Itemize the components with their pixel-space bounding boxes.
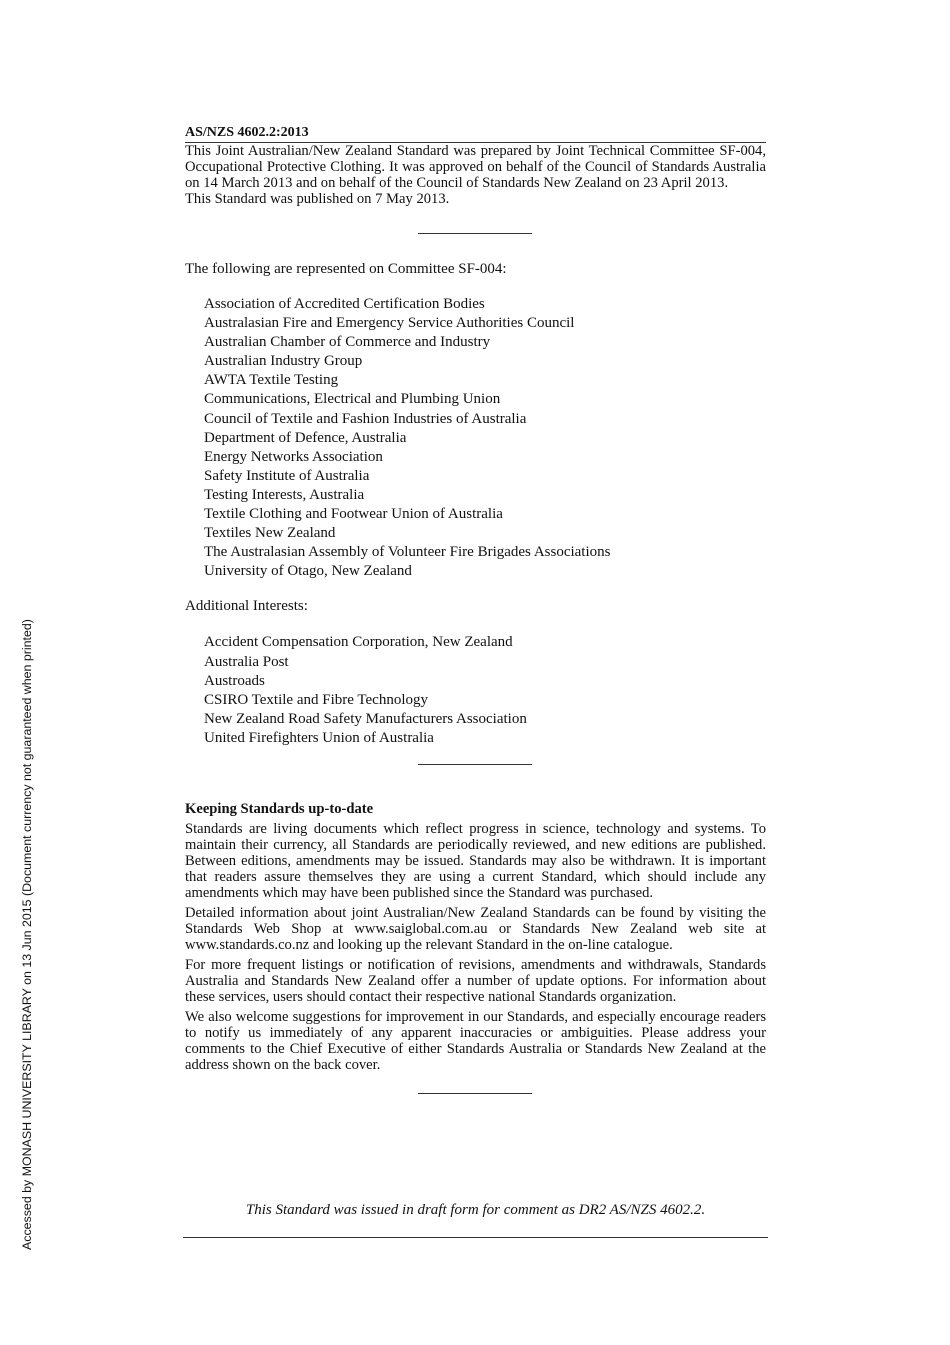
section-body [185,821,766,1073]
committee-member-list [185,295,766,581]
committee-member: Council of Textile and Fashion Industries of Australia [204,410,527,427]
additional-interests-list [185,633,766,748]
preparation-text: This Joint Australian/New Zealand Standard was prepared by Joint Technical Committee SF-004, Occupational Protective Clothing. It was approved on behalf of the Council of Standards Australia on 14 March 2013 and on behalf of the Council of Standards New Zealand on 23 April 2013. [185,143,766,191]
committee-member: Australasian Fire and Emergency Service Authorities Council [204,315,575,332]
committee-member: Communications, Electrical and Plumbing Union [204,391,501,408]
committee-member: University of Otago, New Zealand [204,563,412,580]
committee-member: Association of Accredited Certification Bodies [204,296,485,312]
committee-member: Safety Institute of Australia [204,467,370,484]
separator-rule [418,233,532,234]
committee-member: Textiles New Zealand [204,525,336,542]
committee-intro: The following are represented on Committee SF-004: [185,261,507,277]
body-paragraph: Detailed information about joint Australian/New Zealand Standards can be found by visiting the Standards Web Shop at www.saiglobal.com.au or Standards New Zealand web site at www.standards.co.nz and looking up the relevant Standard in the on-line catalogue. [185,904,766,953]
additional-interest: United Firefighters Union of Australia [204,729,434,746]
document-id: AS/NZS 4602.2:2013 [185,125,766,143]
body-paragraph: Standards are living documents which reflect progress in science, technology and systems. To maintain their currency, all Standards are periodically reviewed, and new editions are published. Between editions, amendments may be issued. Standards may also be withdrawn. It is important that readers assure themselves they are using a current Standard, which should include any amendments which may have been published since the Standard was purchased. [185,820,766,901]
additional-interest: New Zealand Road Safety Manufacturers Association [204,710,527,727]
additional-interest: Australia Post [204,653,289,670]
separator-rule [418,1093,532,1094]
publication-date: This Standard was published on 7 May 2013. [185,191,450,207]
body-paragraph: For more frequent listings or notification of revisions, amendments and withdrawals, Standards Australia and Standards New Zealand offer a number of update options. For information about these services, users should contact their respective national Standards organization. [185,956,766,1005]
committee-member: Department of Defence, Australia [204,429,407,446]
document-page [185,125,766,1094]
access-watermark: Accessed by MONASH UNIVERSITY LIBRARY on 13 Jun 2015 (Document currency not guaranteed when printed) [20,619,34,1250]
committee-member: Testing Interests, Australia [204,486,365,503]
keeping-standards-section [185,801,766,1073]
additional-interest: CSIRO Textile and Fibre Technology [204,691,428,708]
committee-member: The Australasian Assembly of Volunteer Fire Brigades Associations [204,544,611,561]
committee-member: Australian Industry Group [204,353,363,370]
committee-member: AWTA Textile Testing [204,372,339,389]
additional-interest: Accident Compensation Corporation, New Zealand [204,634,513,651]
body-paragraph: We also welcome suggestions for improvement in our Standards, and especially encourage readers to notify us immediately of any apparent inaccuracies or ambiguities. Please address your comments to the Chief Executive of either Standards Australia or Standards New Zealand at the address shown on the back cover. [185,1008,766,1073]
bottom-rule [183,1237,768,1238]
preparation-block [185,143,766,207]
additional-interest: Austroads [204,672,265,689]
committee-member: Energy Networks Association [204,448,383,465]
section-heading: Keeping Standards up-to-date [185,800,374,817]
committee-member: Textile Clothing and Footwear Union of Australia [204,506,503,523]
committee-member: Australian Chamber of Commerce and Industry [204,334,491,351]
separator-rule [418,764,532,765]
draft-note: This Standard was issued in draft form for comment as DR2 AS/NZS 4602.2. [245,1202,706,1218]
additional-interests-label: Additional Interests: [185,598,308,615]
